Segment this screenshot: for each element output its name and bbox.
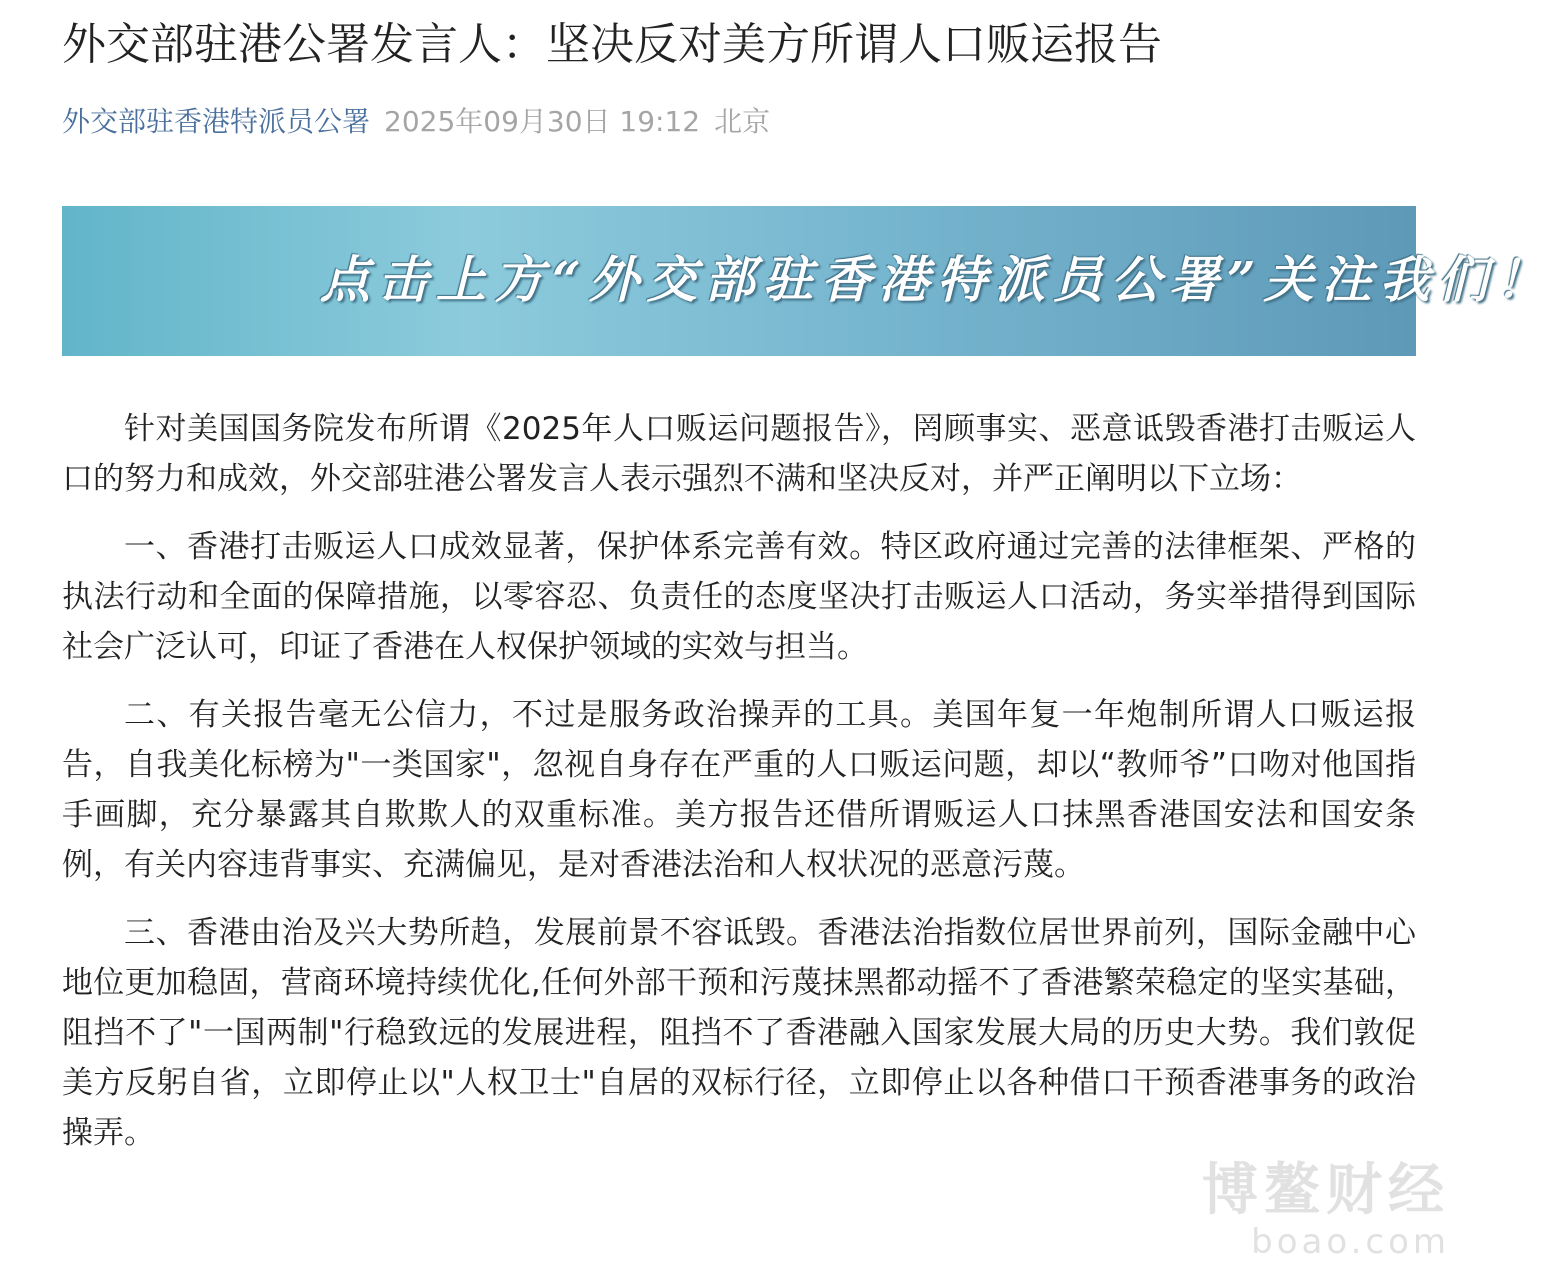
watermark-url: boao.com [1251, 1222, 1450, 1262]
article-meta [62, 102, 1416, 142]
paragraph-intro: 针对美国国务院发布所谓《2025年人口贩运问题报告》，罔顾事实、恶意诋毁香港打击贩运人口的努力和成效，外交部驻港公署发言人表示强烈不满和坚决反对，并严正阐明以下立场： [62, 411, 1416, 497]
article [62, 0, 1554, 1176]
paragraph-point-two: 二、有关报告毫无公信力，不过是服务政治操弄的工具。美国年复一年炮制所谓人口贩运报告，自我美化标榜为"一类国家"，忽视自身存在严重的人口贩运问题，却以“教师爷”口吻对他国指手画脚，充分暴露其自欺欺人的双重标准。美方报告还借所谓贩运人口抹黑香港国安法和国安条例，有关内容违背事实、充满偏见，是对香港法治和人权状况的恶意污蔑。 [62, 697, 1416, 883]
paragraph-point-one: 一、香港打击贩运人口成效显著，保护体系完善有效。特区政府通过完善的法律框架、严格的执法行动和全面的保障措施，以零容忍、负责任的态度坚决打击贩运人口活动，务实举措得到国际社会广泛认可，印证了香港在人权保护领域的实效与担当。 [62, 529, 1416, 665]
article-title: 外交部驻港公署发言人：坚决反对美方所谓人口贩运报告 [62, 19, 1162, 70]
paragraph-point-three: 三、香港由治及兴大势所趋，发展前景不容诋毁。香港法治指数位居世界前列，国际金融中心地位更加稳固，营商环境持续优化,任何外部干预和污蔑抹黑都动摇不了香港繁荣稳定的坚实基础，阻挡不了"一国两制"行稳致远的发展进程，阻挡不了香港融入国家发展大局的历史大势。我们敦促美方反躬自省，立即停止以"人权卫士"自居的双标行径，立即停止以各种借口干预香港事务的政治操弄。 [62, 915, 1416, 1151]
publish-date: 2025年09月30日 19:12 [384, 105, 701, 138]
article-body [62, 404, 1416, 1158]
publish-location: 北京 [714, 105, 771, 138]
follow-banner[interactable] [62, 206, 1554, 356]
banner-text: 点击上方“外交部驻香港特派员公署”关注我们！ [320, 250, 1554, 309]
source-link[interactable]: 外交部驻香港特派员公署 [62, 105, 371, 138]
watermark-main: 博鳌财经 [1202, 1158, 1450, 1223]
